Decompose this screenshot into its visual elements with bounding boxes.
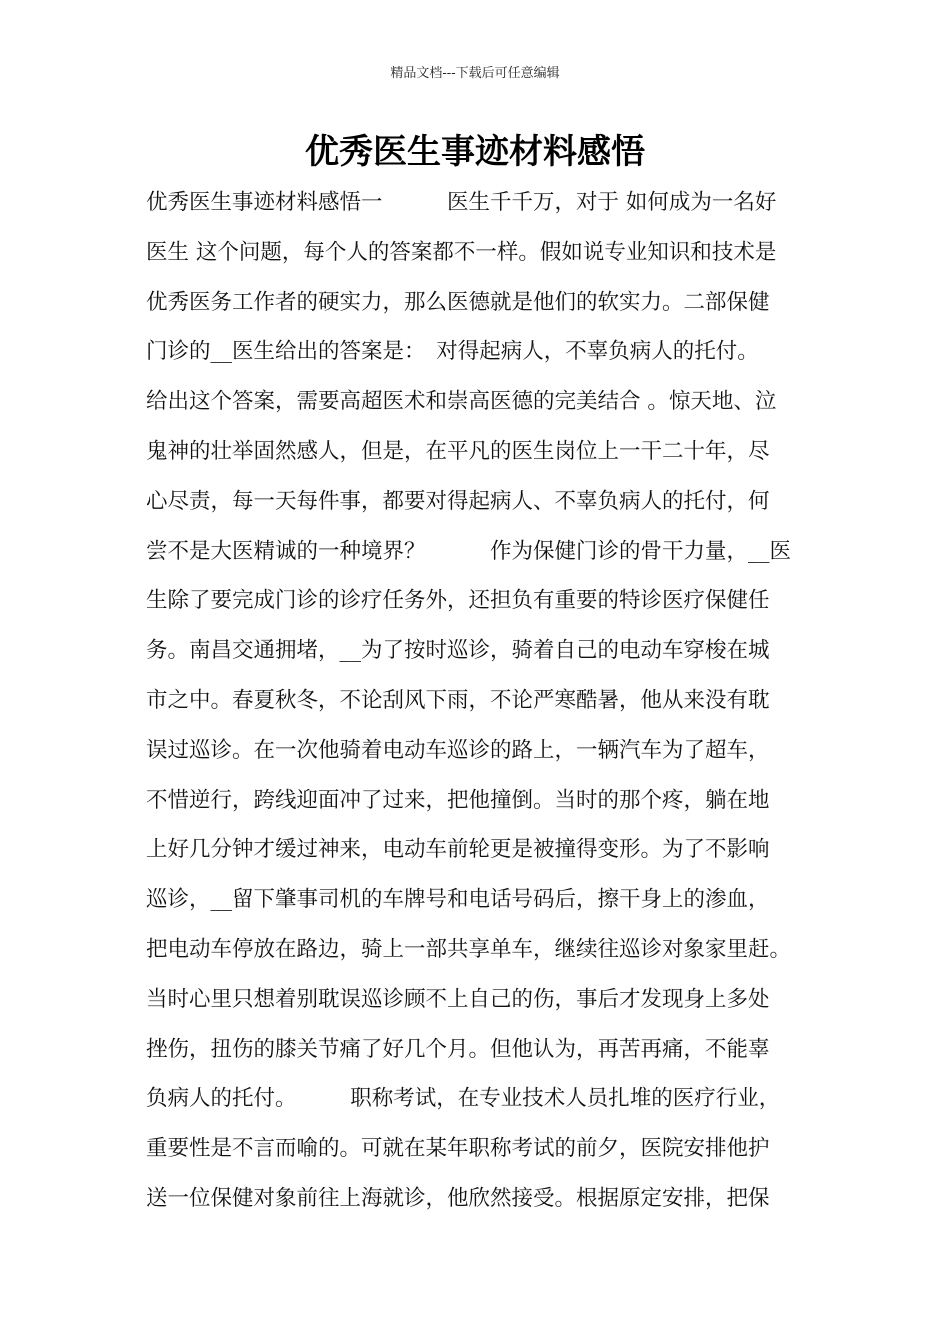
body-line: 鬼神的壮举固然感人，但是，在平凡的医生岗位上一干二十年，尽 — [146, 438, 770, 464]
body-line: 当时心里只想着别耽误巡诊顾不上自己的伤，事后才发现身上多处 — [146, 986, 770, 1012]
body-line: 误过巡诊。在一次他骑着电动车巡诊的路上，一辆汽车为了超车， — [146, 737, 770, 763]
body-line: 负病人的托付。 职称考试，在专业技术人员扎堆的医疗行业， — [146, 1086, 781, 1112]
body-line: 务。南昌交通拥堵，__为了按时巡诊，骑着自己的电动车穿梭在城 — [146, 638, 770, 664]
body-line: 不惜逆行，跨线迎面冲了过来，把他撞倒。当时的那个疼，躺在地 — [146, 787, 770, 813]
body-line: 医生 这个问题，每个人的答案都不一样。假如说专业知识和技术是 — [146, 239, 777, 265]
body-line: 优秀医生事迹材料感悟一 医生千千万，对于 如何成为一名好 — [146, 190, 777, 215]
body-line: 上好几分钟才缓过神来，电动车前轮更是被撞得变形。为了不影响 — [146, 837, 770, 863]
body-line: 给出这个答案，需要高超医术和崇高医德的完美结合 。惊天地、泣 — [146, 389, 777, 415]
body-line: 挫伤，扭伤的膝关节痛了好几个月。但他认为，再苦再痛，不能辜 — [146, 1036, 770, 1062]
body-line: 门诊的__医生给出的答案是： 对得起病人，不辜负病人的托付。 — [146, 339, 759, 365]
document-body — [146, 178, 826, 1224]
body-line: 市之中。春夏秋冬，不论刮风下雨，不论严寒酷暑，他从来没有耽 — [146, 687, 770, 713]
body-line: 巡诊，__留下肇事司机的车牌号和电话号码后，擦干身上的渗血， — [146, 887, 770, 913]
body-line: 心尽责，每一天每件事，都要对得起病人、不辜负病人的托付，何 — [146, 488, 770, 514]
document-header-note: 精品文档---下载后可任意编辑 — [390, 66, 560, 81]
body-line: 重要性是不言而喻的。可就在某年职称考试的前夕，医院安排他护 — [146, 1136, 770, 1162]
body-line: 优秀医务工作者的硬实力，那么医德就是他们的软实力。二部保健 — [146, 289, 770, 315]
body-line: 把电动车停放在路边，骑上一部共享单车，继续往巡诊对象家里赶。 — [146, 936, 792, 962]
body-line: 尝不是大医精诚的一种境界？ 作为保健门诊的骨干力量，__医 — [146, 538, 792, 564]
document-title: 优秀医生事迹材料感悟 — [305, 132, 645, 172]
body-line: 送一位保健对象前往上海就诊，他欣然接受。根据原定安排，把保 — [146, 1185, 770, 1211]
body-line: 生除了要完成门诊的诊疗任务外，还担负有重要的特诊医疗保健任 — [146, 588, 770, 614]
